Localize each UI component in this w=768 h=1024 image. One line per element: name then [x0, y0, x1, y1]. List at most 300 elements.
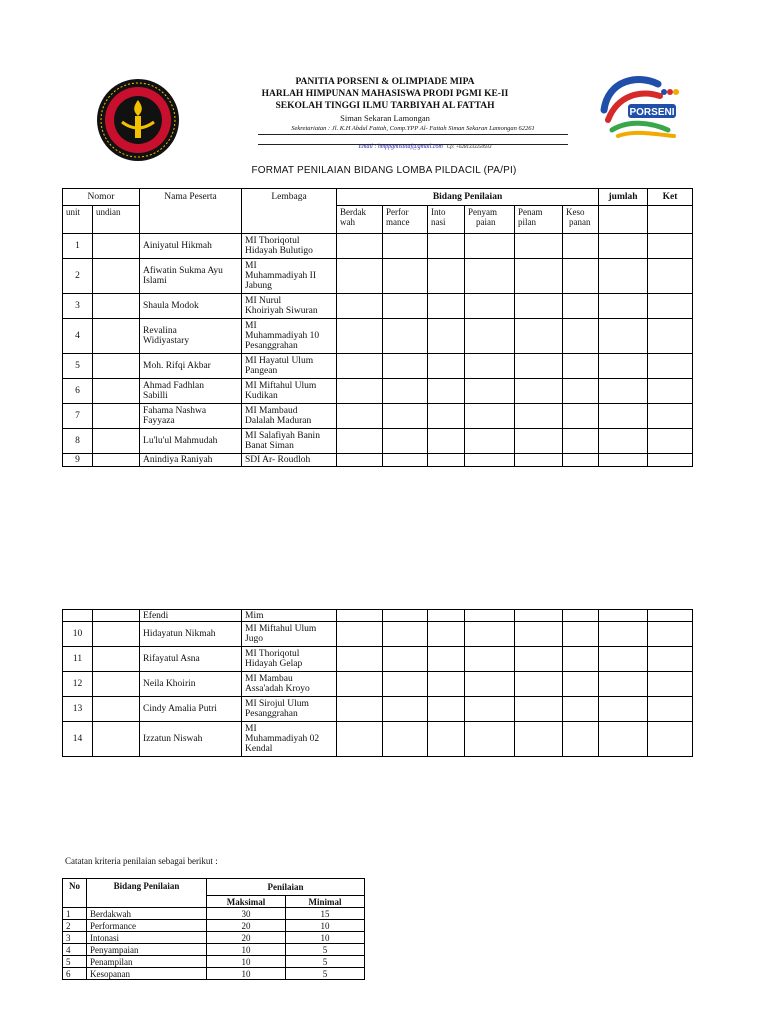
cell-nama-peserta: [140, 404, 242, 429]
score-jumlah-cell[interactable]: [599, 319, 648, 354]
criteria-minimal: 5: [286, 944, 365, 956]
secretariat-address: Sekretariatan : Jl. K.H Abdul Fattah, Comp.YPP Al- Fattah Siman Sekaran Lamongan 62261: [291, 125, 535, 132]
score-penyampaian-cell[interactable]: [465, 672, 515, 697]
score-berdakwah-cell[interactable]: [337, 319, 383, 354]
cell-line: MI: [245, 724, 257, 734]
cell-line: Pangean: [245, 366, 278, 376]
cell-nama-peserta: [140, 259, 242, 294]
score-penyampaian-cell[interactable]: [465, 259, 515, 294]
cell-ket-cell[interactable]: [648, 404, 693, 429]
score-performance-cell[interactable]: [383, 672, 428, 697]
cell-line: Widiyastary: [143, 336, 190, 346]
criteria-maksimal: 10: [207, 944, 286, 956]
cell-ket-cell[interactable]: [648, 379, 693, 404]
score-berdakwah-cell[interactable]: [337, 234, 383, 259]
criteria-minimal: 5: [286, 956, 365, 968]
cell-unit-number: 11: [63, 647, 93, 672]
cell-undian: [93, 234, 140, 259]
score-performance-cell[interactable]: [383, 622, 428, 647]
table-row: [63, 429, 693, 454]
header-nomor: Nomor: [63, 189, 140, 206]
cell-line: Afiwatin Sukma Ayu: [143, 266, 223, 276]
cell-unit-number: 1: [63, 234, 93, 259]
header-nama-peserta: Nama Peserta: [140, 189, 242, 234]
score-intonasi-cell[interactable]: [428, 454, 465, 467]
table-row: [63, 319, 693, 354]
criteria-table: [62, 878, 365, 980]
cell-line: Neila Khoirin: [143, 679, 196, 689]
cell-line: Jabung: [245, 281, 272, 291]
score-penyampaian-cell[interactable]: [465, 722, 515, 757]
table-row: [63, 454, 693, 467]
porseni-logo-icon: [598, 70, 684, 144]
score-penyampaian-cell[interactable]: [465, 610, 515, 622]
score-penyampaian-cell[interactable]: [465, 404, 515, 429]
cell-unit-number: 2: [63, 259, 93, 294]
cell-undian: [93, 454, 140, 467]
score-performance-cell[interactable]: [383, 379, 428, 404]
criteria-header-maksimal: Maksimal: [207, 896, 286, 908]
score-jumlah-cell[interactable]: [599, 234, 648, 259]
cell-unit-number: 9: [63, 454, 93, 467]
cell-nama-peserta: [140, 379, 242, 404]
cell-line: MI Miftahul Ulum: [245, 624, 317, 634]
cell-lembaga: [242, 259, 337, 294]
cell-lembaga: [242, 294, 337, 319]
score-berdakwah-cell[interactable]: [337, 404, 383, 429]
cell-ket-cell[interactable]: [648, 722, 693, 757]
header-bidang-penilaian: Bidang Penilaian: [337, 189, 599, 206]
score-jumlah-cell[interactable]: [599, 404, 648, 429]
cell-line: MI Thoriqotul: [245, 236, 300, 246]
score-kesopanan-cell[interactable]: [563, 610, 599, 622]
criteria-no: 3: [63, 932, 87, 944]
cell-undian: [93, 379, 140, 404]
score-jumlah-cell[interactable]: [599, 259, 648, 294]
score-intonasi-cell[interactable]: [428, 319, 465, 354]
cell-ket-cell[interactable]: [648, 647, 693, 672]
score-performance-cell[interactable]: [383, 294, 428, 319]
participant-rows-page-2: [63, 610, 693, 757]
score-intonasi-cell[interactable]: [428, 294, 465, 319]
criteria-maksimal: 10: [207, 968, 286, 980]
cell-line: Ahmad Fadhlan: [143, 381, 204, 391]
score-intonasi-cell[interactable]: [428, 234, 465, 259]
cell-line: MI Mambau: [245, 674, 293, 684]
score-kesopanan-cell[interactable]: [563, 454, 599, 467]
cell-line: Ainiyatul Hikmah: [143, 241, 212, 251]
cell-line: Shaula Modok: [143, 301, 199, 311]
score-penampilan-cell[interactable]: [515, 672, 563, 697]
score-kesopanan-cell[interactable]: [563, 622, 599, 647]
cell-ket-cell[interactable]: [648, 354, 693, 379]
header-kesopanan: Keso panan: [563, 206, 599, 234]
score-kesopanan-cell[interactable]: [563, 259, 599, 294]
scoring-table-page-2: [62, 609, 693, 757]
score-berdakwah-cell[interactable]: [337, 610, 383, 622]
criteria-row: [63, 908, 365, 920]
score-kesopanan-cell[interactable]: [563, 722, 599, 757]
cell-line: Mim: [245, 610, 264, 621]
cell-lembaga: [242, 610, 337, 622]
cell-undian: [93, 429, 140, 454]
score-performance-cell[interactable]: [383, 647, 428, 672]
criteria-row: [63, 920, 365, 932]
score-jumlah-cell[interactable]: [599, 429, 648, 454]
score-intonasi-cell[interactable]: [428, 354, 465, 379]
score-kesopanan-cell[interactable]: [563, 379, 599, 404]
cell-ket-cell[interactable]: [648, 319, 693, 354]
criteria-row: [63, 968, 365, 980]
score-penampilan-cell[interactable]: [515, 647, 563, 672]
score-jumlah-cell[interactable]: [599, 610, 648, 622]
cell-nama-peserta: [140, 647, 242, 672]
cell-line: Lu'lu'ul Mahmudah: [143, 436, 218, 446]
cell-undian: [93, 610, 140, 622]
score-penyampaian-cell[interactable]: [465, 319, 515, 354]
cell-line: Anindiya Raniyah: [143, 455, 213, 465]
table-row: [63, 610, 693, 622]
table-row: [63, 234, 693, 259]
cell-line: MI Miftahul Ulum: [245, 381, 317, 391]
score-performance-cell[interactable]: [383, 354, 428, 379]
committee-title: PANITIA PORSENI & OLIMPIADE MIPA: [295, 77, 475, 87]
criteria-bidang: Penampilan: [87, 956, 207, 968]
score-kesopanan-cell[interactable]: [563, 319, 599, 354]
criteria-rows: [63, 908, 365, 980]
score-berdakwah-cell[interactable]: [337, 722, 383, 757]
score-penyampaian-cell[interactable]: [465, 429, 515, 454]
cell-line: Muhammadiyah 10: [245, 331, 320, 341]
contact-phone: Cp: +6281333250933: [446, 145, 492, 150]
cell-line: Hidayah Bulutigo: [245, 246, 313, 256]
cell-line: Dalalah Maduran: [245, 416, 312, 426]
score-performance-cell[interactable]: [383, 697, 428, 722]
score-penampilan-cell[interactable]: [515, 622, 563, 647]
cell-unit-number: 12: [63, 672, 93, 697]
cell-ket-cell[interactable]: [648, 259, 693, 294]
score-berdakwah-cell[interactable]: [337, 647, 383, 672]
cell-line: MI: [245, 321, 257, 331]
criteria-caption: Catatan kriteria penilaian sebagai berikut :: [65, 856, 218, 866]
cell-ket-cell[interactable]: [648, 672, 693, 697]
cell-undian: [93, 672, 140, 697]
cell-lembaga: [242, 429, 337, 454]
score-performance-cell[interactable]: [383, 234, 428, 259]
score-intonasi-cell[interactable]: [428, 672, 465, 697]
porseni-logo-text: PORSENI: [629, 107, 675, 118]
cell-line: MI Nurul: [245, 296, 282, 306]
score-intonasi-cell[interactable]: [428, 429, 465, 454]
score-berdakwah-cell[interactable]: [337, 672, 383, 697]
score-performance-cell[interactable]: [383, 319, 428, 354]
criteria-minimal: 5: [286, 968, 365, 980]
score-intonasi-cell[interactable]: [428, 722, 465, 757]
header-penampilan: Penam pilan: [515, 206, 563, 234]
score-performance-cell[interactable]: [383, 454, 428, 467]
score-intonasi-cell[interactable]: [428, 259, 465, 294]
score-kesopanan-cell[interactable]: [563, 429, 599, 454]
score-kesopanan-cell[interactable]: [563, 672, 599, 697]
cell-line: Cindy Amalia Putri: [143, 704, 217, 714]
cell-unit-number: [63, 610, 93, 622]
cell-lembaga: [242, 454, 337, 467]
criteria-row: [63, 956, 365, 968]
score-kesopanan-cell[interactable]: [563, 294, 599, 319]
header-jumlah: jumlah: [599, 189, 648, 206]
score-penyampaian-cell[interactable]: [465, 379, 515, 404]
cell-line: MI Mambaud: [245, 406, 298, 416]
cell-nama-peserta: [140, 429, 242, 454]
score-jumlah-cell[interactable]: [599, 647, 648, 672]
header-intonasi: Into nasi: [428, 206, 465, 234]
score-performance-cell[interactable]: [383, 610, 428, 622]
cell-ket-cell[interactable]: [648, 622, 693, 647]
cell-ket-cell[interactable]: [648, 294, 693, 319]
institution-title: SEKOLAH TINGGI ILMU TARBIYAH AL FATTAH: [275, 101, 495, 111]
score-intonasi-cell[interactable]: [428, 404, 465, 429]
cell-line: Assa'adah Kroyo: [245, 684, 310, 694]
criteria-bidang: Kesopanan: [87, 968, 207, 980]
cell-line: Fayyaza: [143, 416, 175, 426]
score-penampilan-cell[interactable]: [515, 234, 563, 259]
table-row: [63, 379, 693, 404]
cell-line: Hidayatun Nikmah: [143, 629, 216, 639]
cell-lembaga: [242, 722, 337, 757]
cell-lembaga: [242, 622, 337, 647]
score-intonasi-cell[interactable]: [428, 379, 465, 404]
table-header-row: [63, 189, 693, 206]
score-performance-cell[interactable]: [383, 722, 428, 757]
score-performance-cell[interactable]: [383, 404, 428, 429]
score-kesopanan-cell[interactable]: [563, 354, 599, 379]
cell-nama-peserta: [140, 319, 242, 354]
score-intonasi-cell[interactable]: [428, 610, 465, 622]
score-intonasi-cell[interactable]: [428, 647, 465, 672]
header-jumlah-blank: [599, 206, 648, 234]
cell-line: Pesanggrahan: [245, 341, 298, 351]
score-penyampaian-cell[interactable]: [465, 294, 515, 319]
cell-nama-peserta: [140, 354, 242, 379]
cell-nama-peserta: [140, 697, 242, 722]
score-penampilan-cell[interactable]: [515, 354, 563, 379]
cell-lembaga: [242, 697, 337, 722]
cell-unit-number: 7: [63, 404, 93, 429]
score-penampilan-cell[interactable]: [515, 404, 563, 429]
score-jumlah-cell[interactable]: [599, 454, 648, 467]
cell-lembaga: [242, 379, 337, 404]
criteria-header-penilaian: Penilaian: [207, 879, 365, 896]
score-berdakwah-cell[interactable]: [337, 622, 383, 647]
cell-unit-number: 14: [63, 722, 93, 757]
score-penyampaian-cell[interactable]: [465, 234, 515, 259]
header-unit: unit: [63, 206, 93, 234]
score-kesopanan-cell[interactable]: [563, 404, 599, 429]
score-berdakwah-cell[interactable]: [337, 429, 383, 454]
score-jumlah-cell[interactable]: [599, 354, 648, 379]
score-penampilan-cell[interactable]: [515, 429, 563, 454]
score-intonasi-cell[interactable]: [428, 697, 465, 722]
cell-line: Banat Siman: [245, 441, 294, 451]
score-penampilan-cell[interactable]: [515, 379, 563, 404]
cell-lembaga: [242, 647, 337, 672]
cell-lembaga: [242, 234, 337, 259]
score-penampilan-cell[interactable]: [515, 319, 563, 354]
cell-nama-peserta: [140, 610, 242, 622]
cell-line: MI Sirojul Ulum: [245, 699, 309, 709]
score-penampilan-cell[interactable]: [515, 722, 563, 757]
header-berdakwah: Berdak wah: [337, 206, 383, 234]
cell-undian: [93, 259, 140, 294]
criteria-minimal: 10: [286, 920, 365, 932]
criteria-bidang: Performance: [87, 920, 207, 932]
criteria-minimal: 10: [286, 932, 365, 944]
event-title: HARLAH HIMPUNAN MAHASISWA PRODI PGMI KE-II: [261, 89, 509, 99]
campus-seal-logo-icon: [96, 78, 180, 162]
criteria-bidang: Berdakwah: [87, 908, 207, 920]
cell-nama-peserta: [140, 294, 242, 319]
score-jumlah-cell[interactable]: [599, 622, 648, 647]
cell-ket-cell[interactable]: [648, 454, 693, 467]
cell-undian: [93, 697, 140, 722]
header-undian: undian: [93, 206, 140, 234]
table-row: [63, 404, 693, 429]
participant-rows-page-1: [63, 234, 693, 467]
score-jumlah-cell[interactable]: [599, 672, 648, 697]
score-penampilan-cell[interactable]: [515, 697, 563, 722]
score-jumlah-cell[interactable]: [599, 722, 648, 757]
criteria-no: 6: [63, 968, 87, 980]
criteria-minimal: 15: [286, 908, 365, 920]
score-penyampaian-cell[interactable]: [465, 354, 515, 379]
cell-line: Khoiriyah Siwuran: [245, 306, 318, 316]
cell-line: Fahama Nashwa: [143, 406, 207, 416]
cell-lembaga: [242, 404, 337, 429]
score-performance-cell[interactable]: [383, 259, 428, 294]
score-berdakwah-cell[interactable]: [337, 354, 383, 379]
cell-line: Moh. Rifqi Akbar: [143, 361, 211, 371]
cell-undian: [93, 354, 140, 379]
cell-undian: [93, 294, 140, 319]
cell-undian: [93, 622, 140, 647]
scoring-table-page-1: [62, 188, 693, 467]
criteria-row: [63, 944, 365, 956]
cell-line: Kudikan: [245, 391, 278, 401]
score-kesopanan-cell[interactable]: [563, 234, 599, 259]
header-ket: Ket: [648, 189, 693, 206]
cell-undian: [93, 647, 140, 672]
criteria-header-no: No: [63, 879, 87, 908]
cell-nama-peserta: [140, 622, 242, 647]
score-berdakwah-cell[interactable]: [337, 294, 383, 319]
score-intonasi-cell[interactable]: [428, 622, 465, 647]
score-jumlah-cell[interactable]: [599, 697, 648, 722]
cell-lembaga: [242, 354, 337, 379]
score-berdakwah-cell[interactable]: [337, 697, 383, 722]
cell-unit-number: 10: [63, 622, 93, 647]
cell-ket-cell[interactable]: [648, 697, 693, 722]
criteria-maksimal: 20: [207, 932, 286, 944]
score-berdakwah-cell[interactable]: [337, 379, 383, 404]
score-penyampaian-cell[interactable]: [465, 647, 515, 672]
cell-lembaga: [242, 319, 337, 354]
cell-nama-peserta: [140, 722, 242, 757]
score-kesopanan-cell[interactable]: [563, 647, 599, 672]
criteria-row: [63, 932, 365, 944]
score-penyampaian-cell[interactable]: [465, 454, 515, 467]
criteria-bidang: Penyampaian: [87, 944, 207, 956]
table-row: [63, 722, 693, 757]
table-row: [63, 259, 693, 294]
contact-underline: [258, 144, 568, 145]
score-jumlah-cell[interactable]: [599, 379, 648, 404]
cell-line: Muhammadiyah 02: [245, 734, 320, 744]
cell-ket-cell[interactable]: [648, 429, 693, 454]
cell-line: MI Salafiyah Banin: [245, 431, 320, 441]
criteria-header-bidang: Bidang Penilaian: [87, 879, 207, 908]
cell-ket-cell[interactable]: [648, 234, 693, 259]
institution-location: Siman Sekaran Lamongan: [340, 113, 430, 123]
cell-line: MI Thoriqotul: [245, 649, 300, 659]
cell-unit-number: 13: [63, 697, 93, 722]
table-row: [63, 672, 693, 697]
cell-ket-cell[interactable]: [648, 610, 693, 622]
score-jumlah-cell[interactable]: [599, 294, 648, 319]
cell-unit-number: 4: [63, 319, 93, 354]
table-row: [63, 354, 693, 379]
criteria-maksimal: 10: [207, 956, 286, 968]
criteria-no: 5: [63, 956, 87, 968]
header-performance: Perfor mance: [383, 206, 428, 234]
cell-undian: [93, 404, 140, 429]
cell-line: Islami: [143, 276, 167, 286]
table-row: [63, 697, 693, 722]
header-penyampaian: Penyam paian: [465, 206, 515, 234]
cell-line: Sabilli: [143, 391, 168, 401]
cell-line: MI: [245, 261, 257, 271]
cell-line: SDI Ar- Roudloh: [245, 455, 311, 465]
criteria-no: 2: [63, 920, 87, 932]
cell-line: Izzatun Niswah: [143, 734, 203, 744]
cell-line: Jugo: [245, 634, 263, 644]
score-penyampaian-cell[interactable]: [465, 622, 515, 647]
cell-undian: [93, 722, 140, 757]
score-penampilan-cell[interactable]: [515, 610, 563, 622]
criteria-maksimal: 30: [207, 908, 286, 920]
cell-line: Rifayatul Asna: [143, 654, 200, 664]
email-link[interactable]: Email : hmppgmistitaf@gmail.com: [358, 144, 443, 150]
score-performance-cell[interactable]: [383, 429, 428, 454]
score-berdakwah-cell[interactable]: [337, 259, 383, 294]
score-berdakwah-cell[interactable]: [337, 454, 383, 467]
cell-nama-peserta: [140, 234, 242, 259]
score-penampilan-cell[interactable]: [515, 454, 563, 467]
score-penampilan-cell[interactable]: [515, 259, 563, 294]
criteria-no: 1: [63, 908, 87, 920]
score-penampilan-cell[interactable]: [515, 294, 563, 319]
header-lembaga: Lembaga: [242, 189, 337, 234]
cell-line: Hidayah Gelap: [245, 659, 303, 669]
table-row: [63, 622, 693, 647]
score-kesopanan-cell[interactable]: [563, 697, 599, 722]
cell-line: Revalina: [143, 326, 177, 336]
cell-unit-number: 6: [63, 379, 93, 404]
score-penyampaian-cell[interactable]: [465, 697, 515, 722]
criteria-header-minimal: Minimal: [286, 896, 365, 908]
cell-unit-number: 3: [63, 294, 93, 319]
table-row: [63, 647, 693, 672]
cell-nama-peserta: [140, 672, 242, 697]
